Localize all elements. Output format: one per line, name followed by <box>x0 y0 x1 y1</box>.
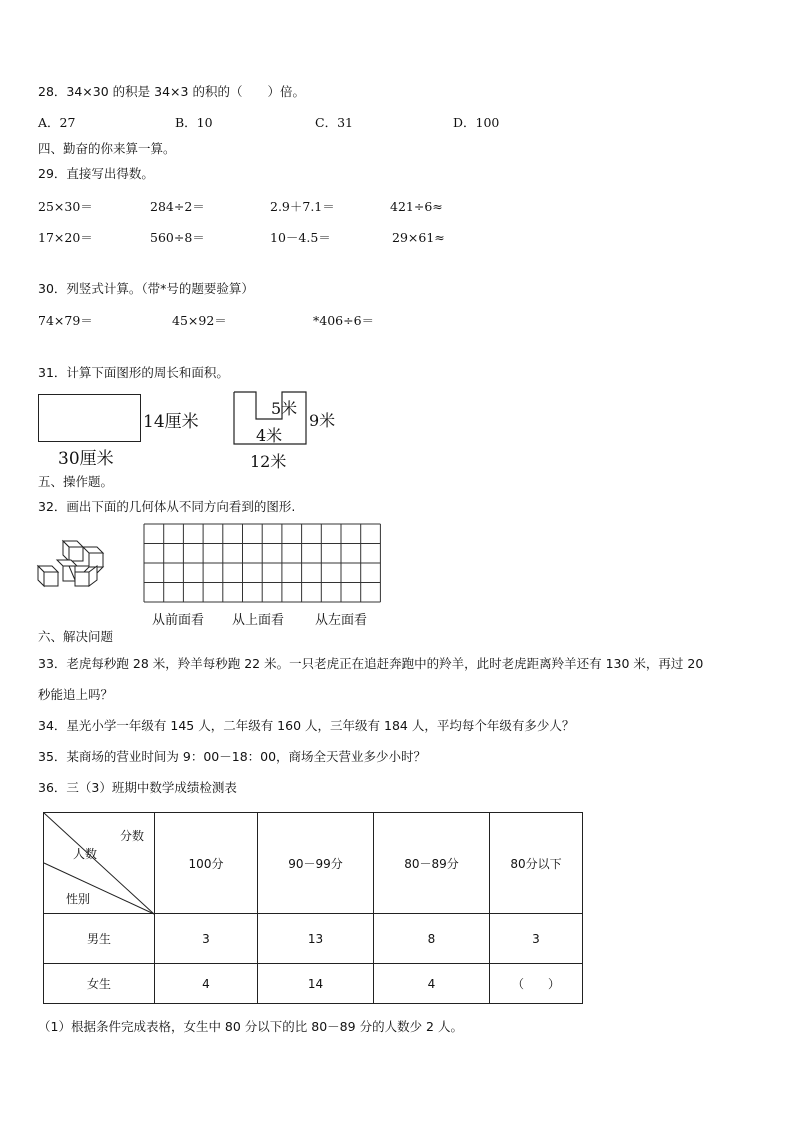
corner-mid-label: 人数 <box>73 847 98 861</box>
q29-r1-3: 2.9＋7.1＝ <box>270 199 335 214</box>
row-label-boys: 男生 <box>44 914 155 964</box>
table-cell: 8 <box>374 914 490 964</box>
rect-height-label: 14厘米 <box>143 412 199 432</box>
q29-r1-1: 25×30＝ <box>38 199 93 214</box>
section-5-heading: 五、操作题。 <box>38 474 114 489</box>
q29-r2-4: 29×61≈ <box>392 230 445 245</box>
table-row <box>44 914 583 964</box>
table-header-row <box>44 813 583 914</box>
view-front-label: 从前面看 <box>152 613 205 628</box>
rect-width-label: 30厘米 <box>58 449 114 469</box>
q29-r2-1: 17×20＝ <box>38 230 93 245</box>
q29-r2-2: 560÷8＝ <box>150 230 205 245</box>
score-table <box>43 812 583 1004</box>
corner-bottom-label: 性别 <box>66 892 91 906</box>
shape-top-label: 5米 <box>271 399 298 418</box>
q36-stem: 36．三（3）班期中数学成绩检测表 <box>38 780 237 795</box>
table-cell: 4 <box>374 964 490 1004</box>
header-90-99: 90－99分 <box>258 813 374 914</box>
q30-item-2: 45×92＝ <box>172 313 227 328</box>
table-cell: 13 <box>258 914 374 964</box>
q35-text: 35．某商场的营业时间为 9：00－18：00，商场全天营业多少小时？ <box>38 749 427 764</box>
section-6-heading: 六、解决问题 <box>38 629 114 644</box>
q30-stem: 30．列竖式计算。（带*号的题要验算） <box>38 281 254 296</box>
q33-line-1: 33．老虎每秒跑 28 米，羚羊每秒跑 22 米。一只老虎正在追赶奔跑中的羚羊，此时老虎距离羚羊还有 130 米，再过 20 <box>38 656 704 671</box>
table-cell: 4 <box>155 964 258 1004</box>
q30-item-3: *406÷6＝ <box>313 313 375 328</box>
table-corner-cell <box>44 813 155 914</box>
table-cell: 14 <box>258 964 374 1004</box>
q29-r2-3: 10－4.5＝ <box>270 230 331 245</box>
table-cell: 3 <box>155 914 258 964</box>
q29-stem: 29．直接写出得数。 <box>38 166 154 181</box>
q29-r1-4: 421÷6≈ <box>390 199 443 214</box>
q28-option-a: A．27 <box>38 115 76 130</box>
row-label-girls: 女生 <box>44 964 155 1004</box>
header-below-80: 80分以下 <box>490 813 583 914</box>
view-top-label: 从上面看 <box>232 613 285 628</box>
q36-sub-1: （1）根据条件完成表格，女生中 80 分以下的比 80－89 分的人数少 2 人。 <box>38 1019 463 1034</box>
shape-right-label: 9米 <box>309 411 336 430</box>
header-80-89: 80－89分 <box>374 813 490 914</box>
q28-option-c: C．31 <box>315 115 353 130</box>
q30-item-1: 74×79＝ <box>38 313 93 328</box>
view-left-label: 从左面看 <box>315 613 368 628</box>
header-100: 100分 <box>155 813 258 914</box>
q31-stem: 31．计算下面图形的周长和面积。 <box>38 365 229 380</box>
q29-r1-2: 284÷2＝ <box>150 199 205 214</box>
q28-option-d: D．100 <box>453 115 500 130</box>
shape-inner-label: 4米 <box>256 426 283 445</box>
shape-bottom-label: 12米 <box>250 452 287 471</box>
table-cell: 3 <box>490 914 583 964</box>
answer-blank-cell[interactable]: （ ） <box>490 964 583 1004</box>
q28-option-b: B．10 <box>175 115 213 130</box>
section-4-heading: 四、勤奋的你来算一算。 <box>38 141 176 156</box>
q33-line-2: 秒能追上吗？ <box>38 687 114 702</box>
table-row <box>44 964 583 1004</box>
q28-stem: 28．34×30 的积是 34×3 的积的（ ）倍。 <box>38 84 305 99</box>
q32-stem: 32．画出下面的几何体从不同方向看到的图形. <box>38 499 296 514</box>
corner-top-label: 分数 <box>120 829 145 843</box>
q34-text: 34．星光小学一年级有 145 人，二年级有 160 人，三年级有 184 人，平均每个年级有多少人？ <box>38 718 575 733</box>
